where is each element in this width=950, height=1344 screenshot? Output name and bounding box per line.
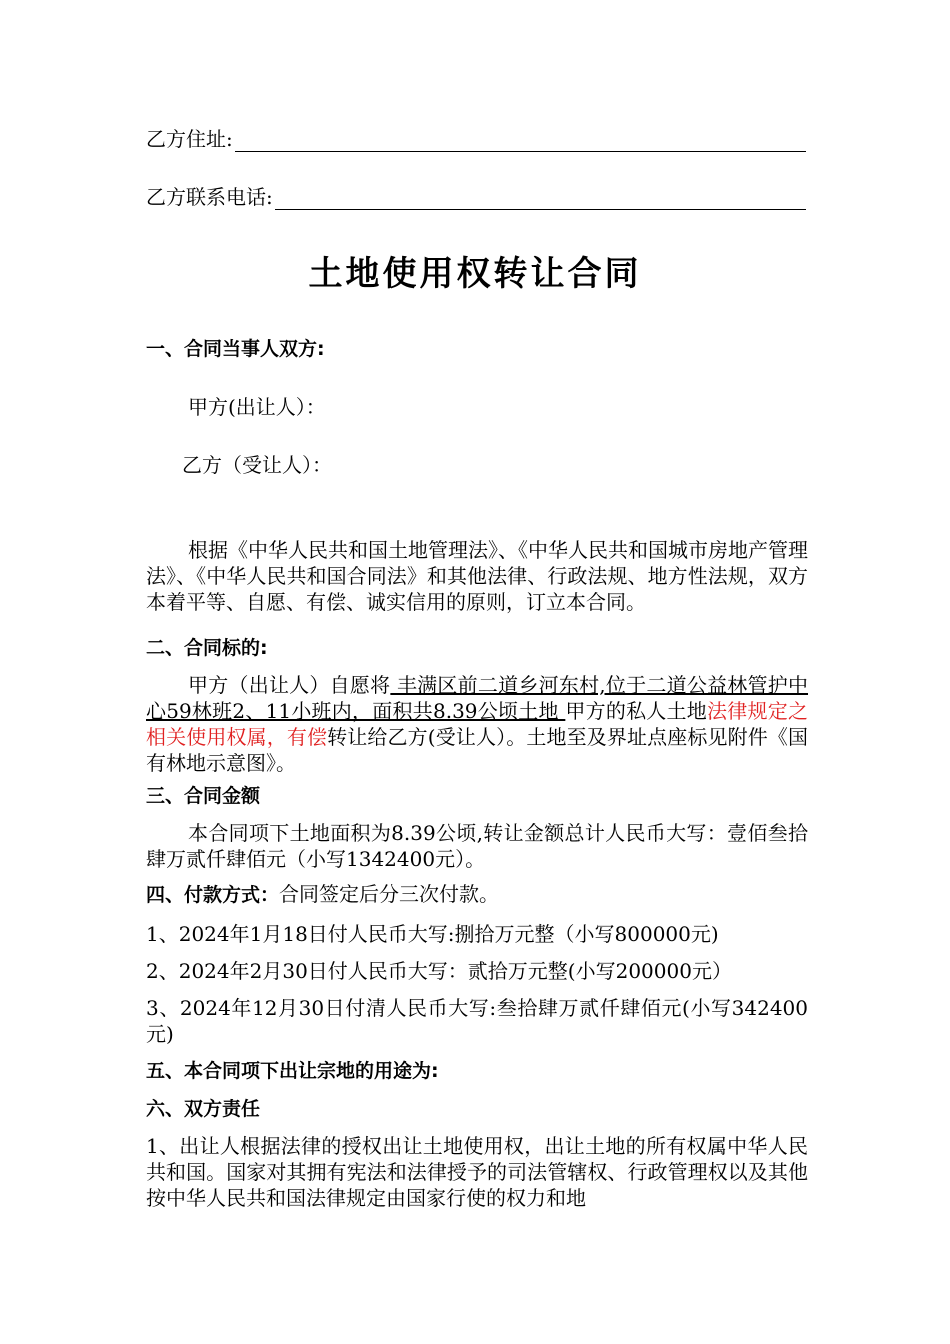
section4-heading-row [146, 881, 806, 908]
payment-item-1: 1、2024年1月18日付人民币大写:捌拾万元整（小写800000元) [146, 922, 719, 946]
section2-paragraph [146, 672, 808, 776]
party-b-address-label: 乙方住址: [146, 127, 233, 151]
section2-heading: 二、合同标的: [146, 637, 268, 659]
section4-heading: 四、付款方式： [146, 884, 280, 906]
section2-red-text: 法律规定之相关使用权属，有偿 [146, 699, 809, 749]
section2-text-after: 转让给乙方(受让人）。土地至及界址点座标见附件《国有林地示意图》。 [146, 725, 809, 775]
section6-item-1: 1、出让人根据法律的授权出让土地使用权，出让土地的所有权属中华人民共和国。国家对其拥有宪法和法律授予的司法管辖权、行政管理权以及其他按中华人民共和国法律规定由国家行使的权力和地 [146, 1134, 808, 1210]
section4-heading-tail: 合同签定后分三次付款。 [279, 882, 500, 906]
party-b-phone-blank [275, 189, 806, 210]
preamble-paragraph: 根据《中华人民共和国土地管理法》、《中华人民共和国城市房地产管理法》、《中华人民共和国合同法》和其他法律、行政法规、地方性法规，双方本着平等、自愿、有偿、诚实信用的原则，订立本合同。 [146, 538, 808, 614]
party-b-label: 乙方（受让人）： [182, 453, 332, 477]
contract-title: 土地使用权转让合同 [308, 254, 642, 294]
land-location-underlined: 丰满区前二道乡河东村,位于二道公益林管护中心59林班2、11小班内，面积共8.39公顷土地 [146, 673, 809, 723]
section3-paragraph: 本合同项下土地面积为8.39公顷,转让金额总计人民币大写：壹佰叁拾肆万贰仟肆佰元（小写1342400元）。 [146, 821, 808, 871]
party-b-phone-row [146, 184, 806, 210]
section6-heading: 六、双方责任 [146, 1098, 261, 1120]
party-b-address-blank [235, 131, 806, 152]
section5-heading: 五、本合同项下出让宗地的用途为: [146, 1060, 439, 1082]
section2-text-before: 甲方（出让人）自愿将 [188, 673, 391, 697]
section3-heading: 三、合同金额 [146, 785, 261, 807]
payment-item-3: 3、2024年12月30日付清人民币大写:叁拾肆万贰仟肆佰元(小写342400元) [146, 996, 808, 1046]
party-b-phone-label: 乙方联系电话: [146, 185, 273, 209]
party-b-address-row [146, 126, 806, 152]
section2-text-mid: 甲方的私人土地 [565, 699, 708, 723]
payment-item-2: 2、2024年2月30日付人民币大写：贰拾万元整(小写200000元） [146, 959, 732, 983]
party-a-label: 甲方(出让人）： [188, 395, 326, 419]
section1-heading: 一、合同当事人双方: [146, 338, 325, 360]
